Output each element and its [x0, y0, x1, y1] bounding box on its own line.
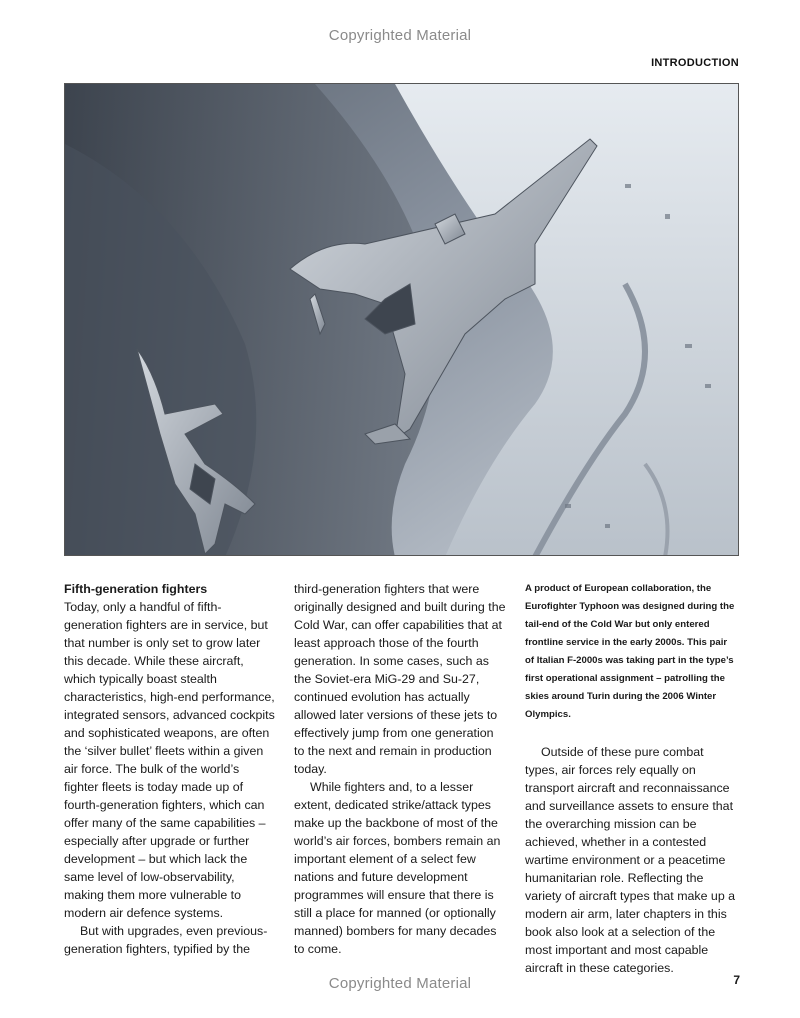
- text-column-2: [294, 580, 506, 958]
- paragraph: third-generation fighters that were originally designed and built during the Cold War, can offer capabilities that at least approach those of the fourth generation. In some cases, such as the Soviet-era MiG-29 and Su-27, continued evolution has actually allowed later versions of these jets to effectively jump from one generation to the next and remain in production today.: [294, 582, 506, 776]
- photo-illustration: [65, 84, 739, 556]
- paragraph: Outside of these pure combat types, air forces rely equally on transport aircraft and reconnaissance and surveillance assets to ensure that the overarching mission can be achieved, whether in a contested wartime environment or a peacetime humanitarian role. Reflecting the variety of aircraft types that make up a modern air arm, later chapters in this book also look at a selection of the most important and most capable aircraft in these categories.: [525, 745, 736, 975]
- text-column-1: [64, 580, 276, 958]
- text-column-3: [525, 580, 737, 977]
- copyright-watermark-top: Copyrighted Material: [328, 27, 472, 44]
- paragraph: But with upgrades, even previous-generation fighters, typified by the: [64, 924, 268, 956]
- paragraph: Today, only a handful of fifth-generation fighters are in service, but that number is only set to grow later this decade. While these aircraft, which typically boast stealth characteristics, high-end performance, integrated sensors, advanced cockpits and sophisticated weapons, are often the ‘silver bullet’ fleets within a given air force. The bulk of the world’s fighter fleets is today made up of fourth-generation fighters, which can offer many of the same capabilities – especially after upgrade or further development – but which lack the same level of low-observability, making them more vulnerable to modern air defence systems.: [64, 600, 275, 920]
- subheading-fifth-generation: Fifth-generation fighters: [64, 582, 208, 596]
- paragraph: While fighters and, to a lesser extent, dedicated strike/attack types make up the backbone of most of the world’s air forces, bombers remain an important element of a select few nations and future development programmes will ensure that there is still a place for manned (or optionally manned) bombers for many decades to come.: [294, 780, 501, 956]
- copyright-watermark-bottom: Copyrighted Material: [328, 975, 472, 992]
- photo-jets-over-mountains: [64, 83, 739, 556]
- section-header: INTRODUCTION: [651, 57, 739, 69]
- page-number: 7: [733, 973, 740, 987]
- photo-caption: A product of European collaboration, the Eurofighter Typhoon was designed during the tail-end of the Cold War but only entered frontline service in the early 2000s. This pair of Italian F-2000s was taking part in the type’s first operational assignment – patrolling the skies around Turin during the 2006 Winter Olympics.: [525, 583, 735, 720]
